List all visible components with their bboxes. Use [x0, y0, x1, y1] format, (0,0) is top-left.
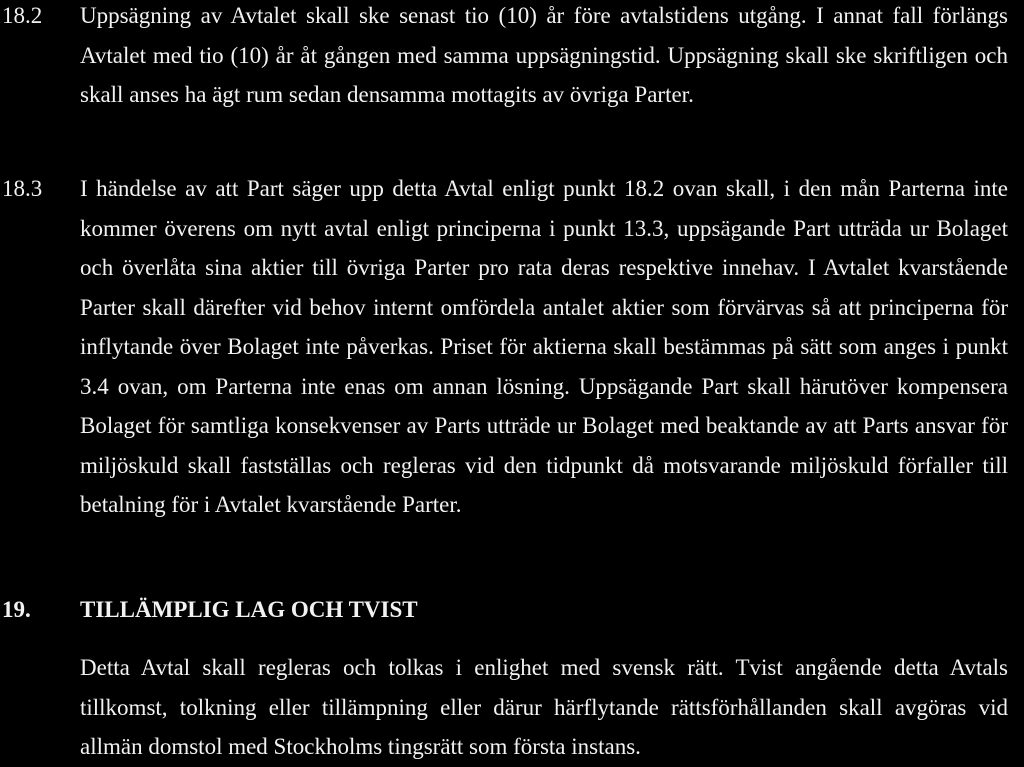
section-number: 19.	[2, 597, 31, 622]
clause-number: 18.2	[2, 3, 43, 28]
clause-text: Uppsägning av Avtalet skall ske senast tio (10) år före avtalstidens utgång. I annat fall förlängs Avtalet med tio (10) år åt gången med samma uppsägningstid. Uppsägning skall ske skriftligen och skall anses ha ägt rum sedan densamma mottagits av övriga Parter.	[80, 3, 1008, 107]
clause-number: 18.3	[2, 176, 43, 201]
section-title: TILLÄMPLIG LAG OCH TVIST	[80, 597, 418, 622]
clause-text: I händelse av att Part säger upp detta Avtal enligt punkt 18.2 ovan skall, i den mån Parterna inte kommer överens om nytt avtal enligt principerna i punkt 13.3, uppsägande Part utträda ur Bolaget och överlåta sina aktier till övriga Parter pro rata deras respektive innehav. I Avtalet kvarstående Parter skall därefter vid behov internt omfördela antalet aktier som förvärvas så att principerna för inflytande över Bolaget inte påverkas. Priset för aktierna skall bestämmas på sätt som anges i punkt 3.4 ovan, om Parterna inte enas om annan lösning. Uppsägande Part skall härutöver kompensera Bolaget för samtliga konsekvenser av Parts utträde ur Bolaget med beaktande av att Parts ansvar för miljöskuld skall fastställas och regleras vid den tidpunkt då motsvarande miljöskuld förfaller till betalning för i Avtalet kvarstående Parter.	[80, 176, 1008, 517]
section-text: Detta Avtal skall regleras och tolkas i enlighet med svensk rätt. Tvist angående detta Avtals tillkomst, tolkning eller tillämpning eller därur härflytande rättsförhållanden skall avgöras vid allmän domstol med Stockholms tingsrätt som första instans.	[80, 655, 1008, 759]
